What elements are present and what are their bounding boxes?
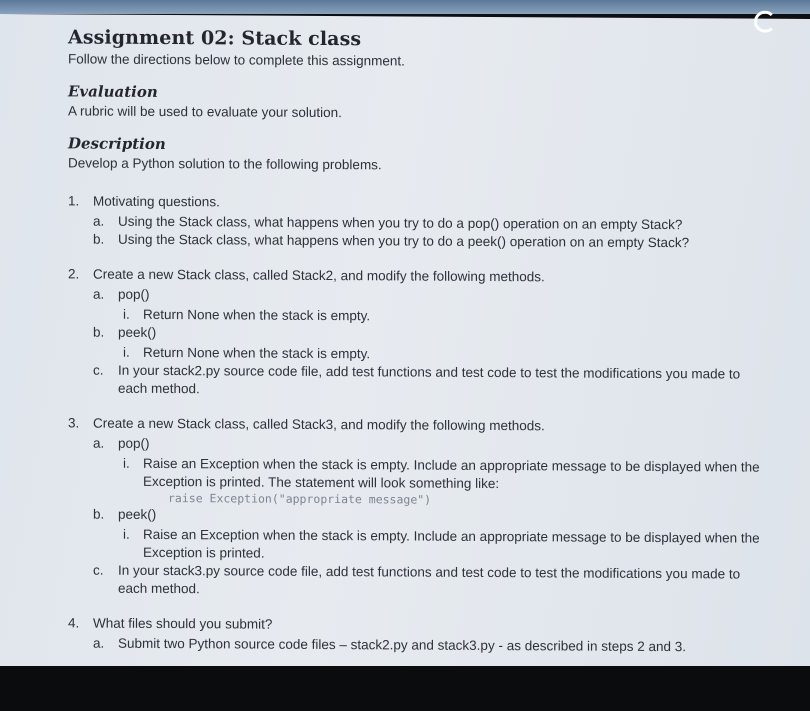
subsub-numeral: i. [123,455,130,471]
sub-letter: c. [93,562,104,578]
page-title: Assignment 02: Stack class [68,26,362,51]
window-top-bar [0,0,810,14]
sub-item [93,362,768,402]
evaluation-text: A rubric will be used to evaluate your solution. [68,103,342,121]
sub-list [93,213,768,253]
sub-text: pop() [118,286,150,302]
description-text: Develop a Python solution to the following problems. [68,155,382,173]
item-number: 3. [68,415,80,431]
sub-text: Using the Stack class, what happens when you try to do a peek() operation on an empty Stack? [118,231,690,251]
problem-item [68,414,768,601]
sub-text: peek() [118,324,157,340]
subsub-item [118,526,768,566]
sub-letter: a. [93,435,105,451]
item-text: Create a new Stack class, called Stack2, and modify the following methods. [93,266,545,285]
sub-letter: a. [93,213,105,229]
subsub-list [118,455,768,510]
subsub-numeral: i. [123,306,130,322]
sub-item [93,435,768,510]
item-number: 2. [68,266,80,282]
subsub-text: Return None when the stack is empty. [143,344,371,362]
problem-item [68,192,768,252]
sub-item [93,286,768,328]
document-screen [0,14,810,671]
sub-text: In your stack2.py source code file, add test functions and test code to test the modifications you made to each method. [118,362,741,397]
subsub-text: Raise an Exception when the stack is empty. Include an appropriate message to be displayed when the Exception is printed. The statement will look something like: [143,455,760,492]
sub-text: peek() [118,506,157,522]
item-number: 1. [68,193,80,209]
sub-text: pop() [118,435,150,451]
subsub-text: Raise an Exception when the stack is empty. Include an appropriate message to be displayed when the Exception is printed. [143,526,760,561]
sub-item [93,506,768,566]
sub-letter: b. [93,506,105,522]
sub-item [93,324,768,366]
sub-text: In your stack3.py source code file, add test functions and test code to test the modifications you made to each method. [118,562,741,597]
sub-item [93,635,768,657]
sub-list [93,286,768,402]
sub-letter: c. [93,362,104,378]
sub-letter: b. [93,231,105,247]
subsub-numeral: i. [123,344,130,360]
item-text: What files should you submit? [93,615,273,632]
sub-item [93,231,768,253]
intro-text: Follow the directions below to complete this assignment. [68,51,405,69]
item-text: Create a new Stack class, called Stack3, and modify the following methods. [93,415,545,434]
sub-list [93,635,768,657]
sub-letter: a. [93,635,105,651]
description-heading: Description [68,134,166,154]
subsub-text: Return None when the stack is empty. [143,306,371,324]
sub-text: Using the Stack class, what happens when you try to do a pop() operation on an empty Stack? [118,213,683,233]
evaluation-heading: Evaluation [68,82,158,101]
sub-letter: b. [93,324,105,340]
subsub-numeral: i. [123,526,130,542]
monitor-bezel [0,666,810,711]
subsub-list [118,526,768,566]
assignment-page [68,26,768,673]
problem-list [68,192,768,656]
sub-letter: a. [93,286,105,302]
sub-list [93,435,768,602]
code-example: raise Exception("appropriate message") [168,491,432,507]
sub-item [93,562,768,602]
problem-item [68,265,768,401]
item-number: 4. [68,615,80,631]
problem-item [68,614,768,656]
subsub-item [118,455,768,510]
refresh-icon[interactable] [754,11,776,33]
sub-text: Submit two Python source code files – stack2.py and stack3.py - as described in steps 2 and 3. [118,635,687,655]
item-text: Motivating questions. [93,193,220,210]
